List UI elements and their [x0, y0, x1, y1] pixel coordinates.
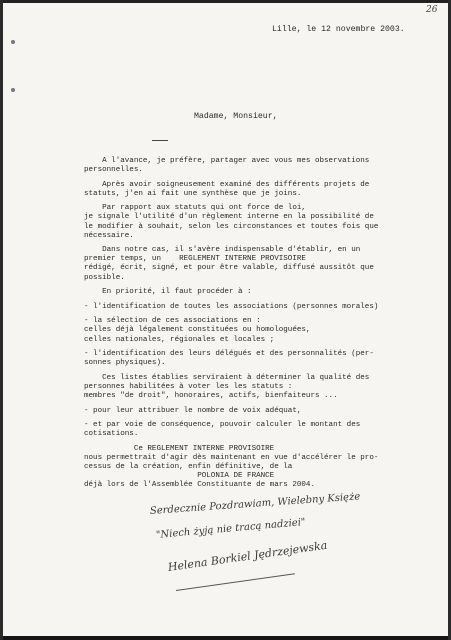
punch-hole-mark — [11, 88, 15, 92]
page-number: 26 — [426, 5, 438, 15]
handwritten-greeting: Serdecznie Pozdrawiam, Wielebny Księże — [149, 491, 361, 517]
body-line: statuts, j'en ai fait une synthèse que je joins. — [84, 189, 302, 198]
body-line: nécessaire. — [84, 231, 134, 240]
letter-body — [84, 157, 424, 490]
scan-edge-bottom — [0, 636, 451, 640]
body-line: - l'identification de toutes les associations (personnes morales) — [84, 302, 379, 311]
body-line: - l'identification des leurs délégués et des personnalités (per- — [84, 350, 374, 359]
body-line: personnes habilitées à voter les les statuts : — [84, 382, 293, 391]
body-line: Ce REGLEMENT INTERNE PROVISOIRE — [84, 444, 275, 453]
body-line: je signale l'utilité d'un règlement interne en la possibilité de — [84, 213, 374, 222]
scan-edge-left — [0, 0, 3, 640]
body-line: cessus de la création, enfin définitive, de la — [84, 463, 293, 472]
separator-dash — [152, 140, 168, 141]
body-line: A l'avance, je préfère, partager avec vous mes observations — [84, 157, 370, 165]
body-line: En priorité, il faut procéder à : — [84, 288, 252, 297]
body-line: premier temps, un REGLEMENT INTERNE PROVISOIRE — [84, 255, 306, 264]
body-line: POLONIA DE FRANCE — [84, 472, 275, 481]
body-line: celles déjà légalement constituées ou homologuées, — [84, 326, 311, 335]
body-line: sonnes physiques). — [84, 359, 166, 368]
salutation: Madame, Monsieur, — [194, 112, 278, 121]
scan-edge-top — [0, 0, 451, 3]
signature-underline — [176, 573, 295, 591]
body-line: Ces listes établies serviraient à déterminer la qualité des — [84, 373, 370, 382]
body-line: nous permettrait d'agir dès maintenant en vue d'accélérer le pro- — [84, 453, 379, 462]
body-line: personnelles. — [84, 166, 143, 175]
body-line: - pour leur attribuer le nombre de voix adéquat, — [84, 406, 302, 415]
body-line: - la sélection de ces associations en : — [84, 317, 261, 326]
handwritten-quote: "Niech żyją nie tracą nadziei" — [155, 516, 306, 541]
punch-hole-mark — [11, 40, 15, 44]
body-line: Après avoir soigneusement examiné des différents projets de — [84, 180, 370, 189]
body-line: - et par voie de conséquence, pouvoir calculer le montant des — [84, 421, 361, 430]
body-line: le modifier à souhait, selon les circonstances et toutes fois que — [84, 222, 379, 231]
body-line: déjà lors de l'Assemblée Constituante de mars 2004. — [84, 481, 315, 490]
handwritten-signature: Helena Borkiel Jędrzejewska — [167, 538, 329, 574]
body-line: cotisations. — [84, 430, 139, 439]
body-line: Dans notre cas, il s'avère indispensable d'établir, en un — [84, 246, 361, 255]
body-line: rédigé, écrit, signé, et pour être valable, diffusé aussitôt que — [84, 264, 374, 273]
body-line: possible. — [84, 273, 125, 282]
body-line: celles nationales, régionales et locales ; — [84, 335, 275, 344]
body-line: Par rapport aux statuts qui ont force de loi, — [84, 204, 306, 213]
body-line: membres "de droit", honoraires, actifs, bienfaiteurs ... — [84, 391, 338, 400]
dateline: Lille, le 12 novembre 2003. — [272, 25, 405, 34]
